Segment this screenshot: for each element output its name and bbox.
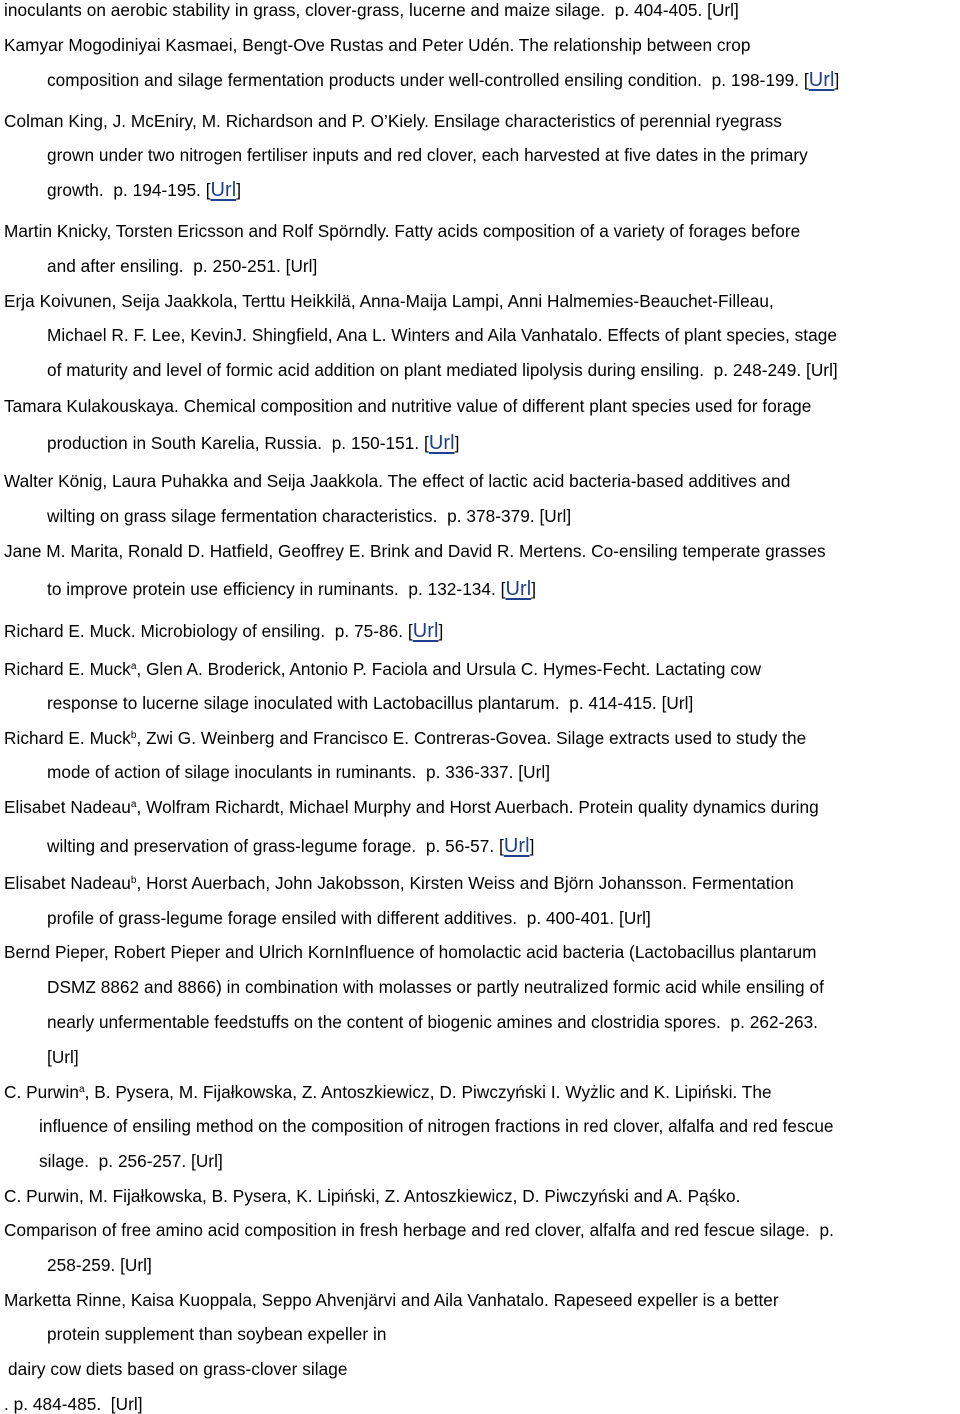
reference-continuation-line [47, 70, 839, 90]
reference-first-line [4, 35, 751, 55]
reference-first-line [4, 541, 826, 561]
bracket-close: ] [438, 621, 444, 641]
reference-text: Richard E. Muck [4, 728, 131, 748]
reference-continuation-line [47, 256, 317, 276]
reference-text: silage. p. 256-257. [Url] [39, 1151, 223, 1171]
author-superscript: b [130, 875, 137, 886]
reference-first-line [4, 1290, 779, 1310]
reference-text: mode of action of silage inoculants in ruminants. p. 336-337. [Url] [47, 762, 551, 782]
bracket-close: ] [236, 180, 242, 200]
reference-text: response to lucerne silage inoculated with Lactobacillus plantarum. p. 414-415. [Url] [47, 693, 694, 713]
reference-text: production in South Karelia, Russia. p. 150-151. [ [47, 433, 429, 453]
reference-continuation-line [47, 360, 838, 380]
reference-text: to improve protein use efficiency in ruminants. p. 132-134. [ [47, 579, 506, 599]
reference-continuation-line [47, 1255, 152, 1275]
reference-first-line [4, 621, 443, 641]
bracket-close: ] [454, 433, 460, 453]
reference-first-line [4, 111, 782, 131]
url-link[interactable]: Url [808, 69, 835, 91]
reference-text: grown under two nitrogen fertiliser inputs and red clover, each harvested at five dates in the primary [47, 145, 808, 165]
reference-text: composition and silage fermentation products under well-controlled ensiling condition. p. 198-199. [ [47, 70, 809, 90]
reference-text: Marketta Rinne, Kaisa Kuoppala, Seppo Ahvenjärvi and Aila Vanhatalo. Rapeseed expeller is a better [4, 1290, 779, 1310]
reference-text: Jane M. Marita, Ronald D. Hatfield, Geoffrey E. Brink and David R. Mertens. Co-ensiling temperate grasses [4, 541, 826, 561]
reference-text: , Glen A. Broderick, Antonio P. Faciola and Ursula C. Hymes-Fecht. Lactating cow [136, 659, 762, 679]
reference-text: Kamyar Mogodiniyai Kasmaei, Bengt-Ove Rustas and Peter Udén. The relationship between crop [4, 35, 751, 55]
reference-first-line [4, 728, 806, 748]
reference-text: DSMZ 8862 and 8866) in combination with molasses or partly neutralized formic acid while ensiling of [47, 977, 824, 997]
author-superscript: b [130, 730, 137, 741]
reference-text: influence of ensiling method on the composition of nitrogen fractions in red clover, alfalfa and red fescue [39, 1116, 834, 1136]
author-superscript: a [130, 799, 137, 810]
reference-text: [Url] [47, 1047, 79, 1067]
reference-text: Comparison of free amino acid composition in fresh herbage and red clover, alfalfa and red fescue silage. p. [4, 1220, 834, 1240]
reference-continuation-line [47, 693, 693, 713]
reference-text: Colman King, J. McEniry, M. Richardson and P. O’Kiely. Ensilage characteristics of perennial ryegrass [4, 111, 782, 131]
reference-text: of maturity and level of formic acid addition on plant mediated lipolysis during ensiling. p. 248-249. [Url] [47, 360, 838, 380]
reference-text: , B. Pysera, M. Fijałkowska, Z. Antoszkiewicz, D. Piwczyński I. Wyżlic and K. Lipiński. The [84, 1082, 772, 1102]
reference-continuation-line [47, 433, 459, 453]
reference-continuation-line [47, 325, 837, 345]
reference-text: , Horst Auerbach, John Jakobsson, Kirsten Weiss and Björn Johansson. Fermentation [136, 873, 794, 893]
reference-text: C. Purwin [4, 1082, 79, 1102]
reference-first-line [4, 471, 790, 491]
reference-text: Tamara Kulakouskaya. Chemical composition and nutritive value of different plant species used for forage [4, 396, 812, 416]
reference-continuation-line [47, 977, 824, 997]
url-link[interactable]: Url [412, 620, 439, 642]
reference-first-line [4, 221, 800, 241]
reference-text: Erja Koivunen, Seija Jaakkola, Terttu Heikkilä, Anna-Maija Lampi, Anni Halmemies-Beauchet-Filleau, [4, 291, 774, 311]
reference-first-line [4, 1082, 772, 1102]
reference-first-line [4, 659, 761, 679]
reference-continuation-line [47, 1324, 386, 1344]
reference-first-line [4, 0, 739, 20]
reference-text: wilting on grass silage fermentation characteristics. p. 378-379. [Url] [47, 506, 572, 526]
reference-first-line [4, 942, 817, 962]
reference-continuation-line [47, 1047, 79, 1067]
reference-continuation-line [8, 1359, 347, 1379]
reference-continuation-line [39, 1151, 223, 1171]
reference-text: , Wolfram Richardt, Michael Murphy and Horst Auerbach. Protein quality dynamics during [136, 797, 819, 817]
author-superscript: a [78, 1084, 85, 1095]
bracket-close: ] [529, 836, 535, 856]
reference-text: 258-259. [Url] [47, 1255, 152, 1275]
reference-continuation-line [47, 145, 808, 165]
url-link[interactable]: Url [503, 835, 530, 857]
reference-text: profile of grass-legume forage ensiled with different additives. p. 400-401. [Url] [47, 908, 651, 928]
reference-text: and after ensiling. p. 250-251. [Url] [47, 256, 318, 276]
reference-text: protein supplement than soybean expeller in [47, 1324, 387, 1344]
reference-text: wilting and preservation of grass-legume forage. p. 56-57. [ [47, 836, 504, 856]
reference-text: growth. p. 194-195. [ [47, 180, 211, 200]
reference-first-line [4, 873, 794, 893]
reference-text: Richard E. Muck. Microbiology of ensiling. p. 75-86. [ [4, 621, 413, 641]
reference-first-line [4, 1186, 740, 1206]
url-link[interactable]: Url [428, 432, 455, 454]
reference-continuation-line [47, 506, 571, 526]
reference-continuation-line [4, 1394, 143, 1414]
reference-text: Martin Knicky, Torsten Ericsson and Rolf Spörndly. Fatty acids composition of a variety of forages before [4, 221, 801, 241]
reference-text: . p. 484-485. [Url] [4, 1394, 143, 1414]
reference-continuation-line [4, 1220, 834, 1240]
reference-first-line [4, 396, 811, 416]
bracket-close: ] [531, 579, 537, 599]
reference-text: dairy cow diets based on grass-clover silage [8, 1359, 348, 1379]
reference-first-line [4, 797, 819, 817]
reference-continuation-line [47, 579, 536, 599]
reference-text: Bernd Pieper, Robert Pieper and Ulrich KornInfluence of homolactic acid bacteria (Lactobacillus plantarum [4, 942, 817, 962]
reference-continuation-line [47, 180, 241, 200]
reference-text: , Zwi G. Weinberg and Francisco E. Contreras-Govea. Silage extracts used to study the [136, 728, 807, 748]
reference-text: C. Purwin, M. Fijałkowska, B. Pysera, K. Lipiński, Z. Antoszkiewicz, D. Piwczyński and A. Pąśko. [4, 1186, 741, 1206]
reference-continuation-line [47, 908, 651, 928]
reference-text: nearly unfermentable feedstuffs on the content of biogenic amines and clostridia spores. p. 262-263. [47, 1012, 819, 1032]
reference-first-line [4, 291, 774, 311]
reference-continuation-line [39, 1116, 834, 1136]
reference-text: Walter König, Laura Puhakka and Seija Jaakkola. The effect of lactic acid bacteria-based additives and [4, 471, 791, 491]
reference-text: Michael R. F. Lee, KevinJ. Shingfield, Ana L. Winters and Aila Vanhatalo. Effects of plant species, stage [47, 325, 837, 345]
url-link[interactable]: Url [210, 179, 237, 201]
reference-text: Elisabet Nadeau [4, 873, 131, 893]
reference-continuation-line [47, 1012, 818, 1032]
bracket-close: ] [834, 70, 840, 90]
reference-text: Elisabet Nadeau [4, 797, 131, 817]
reference-continuation-line [47, 762, 550, 782]
reference-text: inoculants on aerobic stability in grass, clover-grass, lucerne and maize silage. p. 404-405. [Url] [4, 0, 739, 20]
author-superscript: a [130, 661, 137, 672]
url-link[interactable]: Url [505, 578, 532, 600]
reference-continuation-line [47, 836, 534, 856]
reference-text: Richard E. Muck [4, 659, 131, 679]
